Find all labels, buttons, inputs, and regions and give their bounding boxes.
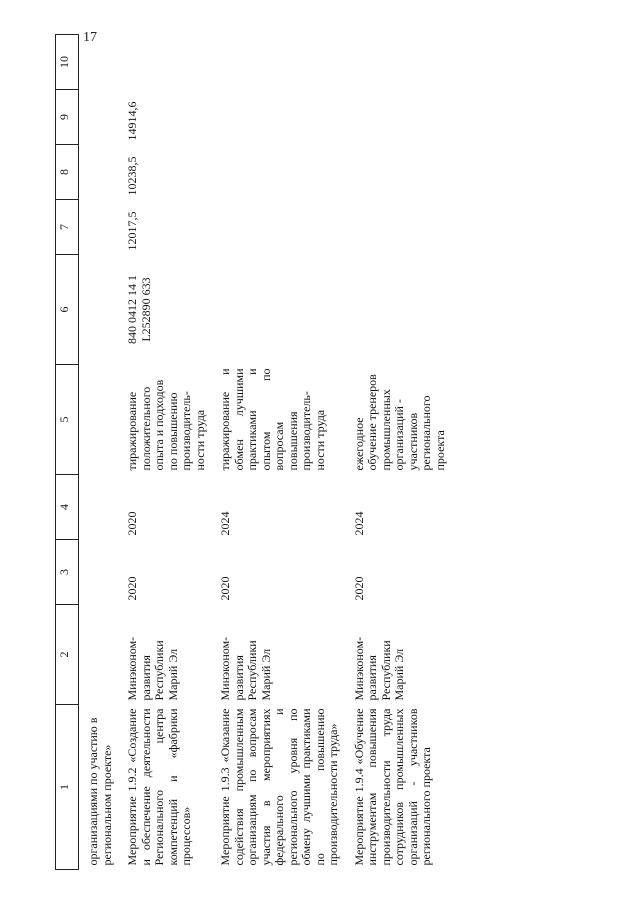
table-row [215,35,349,870]
column-header: 9 [56,90,79,145]
amount-cell [215,145,349,200]
measure-name-cell: Мероприятие 1.9.2 «Создание и обеспечение деятельности Регионального центра компетенций и «фабрики процессов» [125,708,193,866]
end-year-cell: 2024 [351,511,366,536]
responsible-cell: Минэконом-развития Республики Марий Эл [125,636,180,701]
table-row [349,35,456,870]
table-row-continuation [79,35,123,870]
column-header: 4 [56,475,79,540]
end-year-cell: 2024 [218,511,232,536]
column-header: 10 [56,35,79,90]
amount-cell [122,35,215,90]
table-header-row [56,35,79,870]
amount-cell [349,145,456,200]
result-cell: ежегодное обучение тренеров промышленных организаций - участников регионального проекта [351,374,447,471]
column-header: 8 [56,145,79,200]
amount-cell: 14914,6 [125,101,139,141]
rotated-table-container [55,35,615,870]
measure-name-cell: Мероприятие 1.9.4 «Обучение инструментам повышения производительности труда сотрудников промышленных организаций - участников регионального проекта [351,708,433,866]
start-year-cell: 2020 [218,576,232,601]
amount-cell: 10238,5 [125,156,139,196]
column-header: 6 [56,255,79,365]
result-cell: тиражирование положительного опыта и подходов по повышению производитель-ности труда [125,379,207,471]
column-header: 2 [56,605,79,705]
measures-table [55,34,455,870]
column-header: 1 [56,705,79,870]
amount-cell [349,90,456,145]
budget-code-cell [215,255,349,365]
budget-code-cell [349,255,456,365]
page-number: 17 [83,30,97,45]
column-header: 3 [56,540,79,605]
result-cell: тиражирование и обмен лучшими практиками и опытом по вопросам повышения производитель-ности труда [218,368,327,471]
start-year-cell: 2020 [125,576,139,601]
end-year-cell: 2020 [125,511,139,536]
amount-cell [215,90,349,145]
amount-cell [349,200,456,255]
continuation-text: организациями по участию в региональном проекте» [86,717,114,866]
start-year-cell: 2020 [351,576,366,601]
amount-cell [215,35,349,90]
measure-name-cell: Мероприятие 1.9.3 «Оказание содействия промышленным организациям по вопросам участия в мероприятиях федерального и регионального уровня по обмену лучшими практиками по повышению производительности труда» [218,708,340,866]
column-header: 5 [56,365,79,475]
table-row [122,35,215,870]
amount-cell: 12017,5 [125,211,139,251]
column-header: 7 [56,200,79,255]
responsible-cell: Минэконом-развития Республики Марий Эл [351,636,406,701]
budget-code-cell: 840 0412 14 1 L252890 633 [125,275,153,344]
responsible-cell: Минэконом-развития Республики Марий Эл [218,636,273,701]
amount-cell [215,200,349,255]
amount-cell [349,35,456,90]
